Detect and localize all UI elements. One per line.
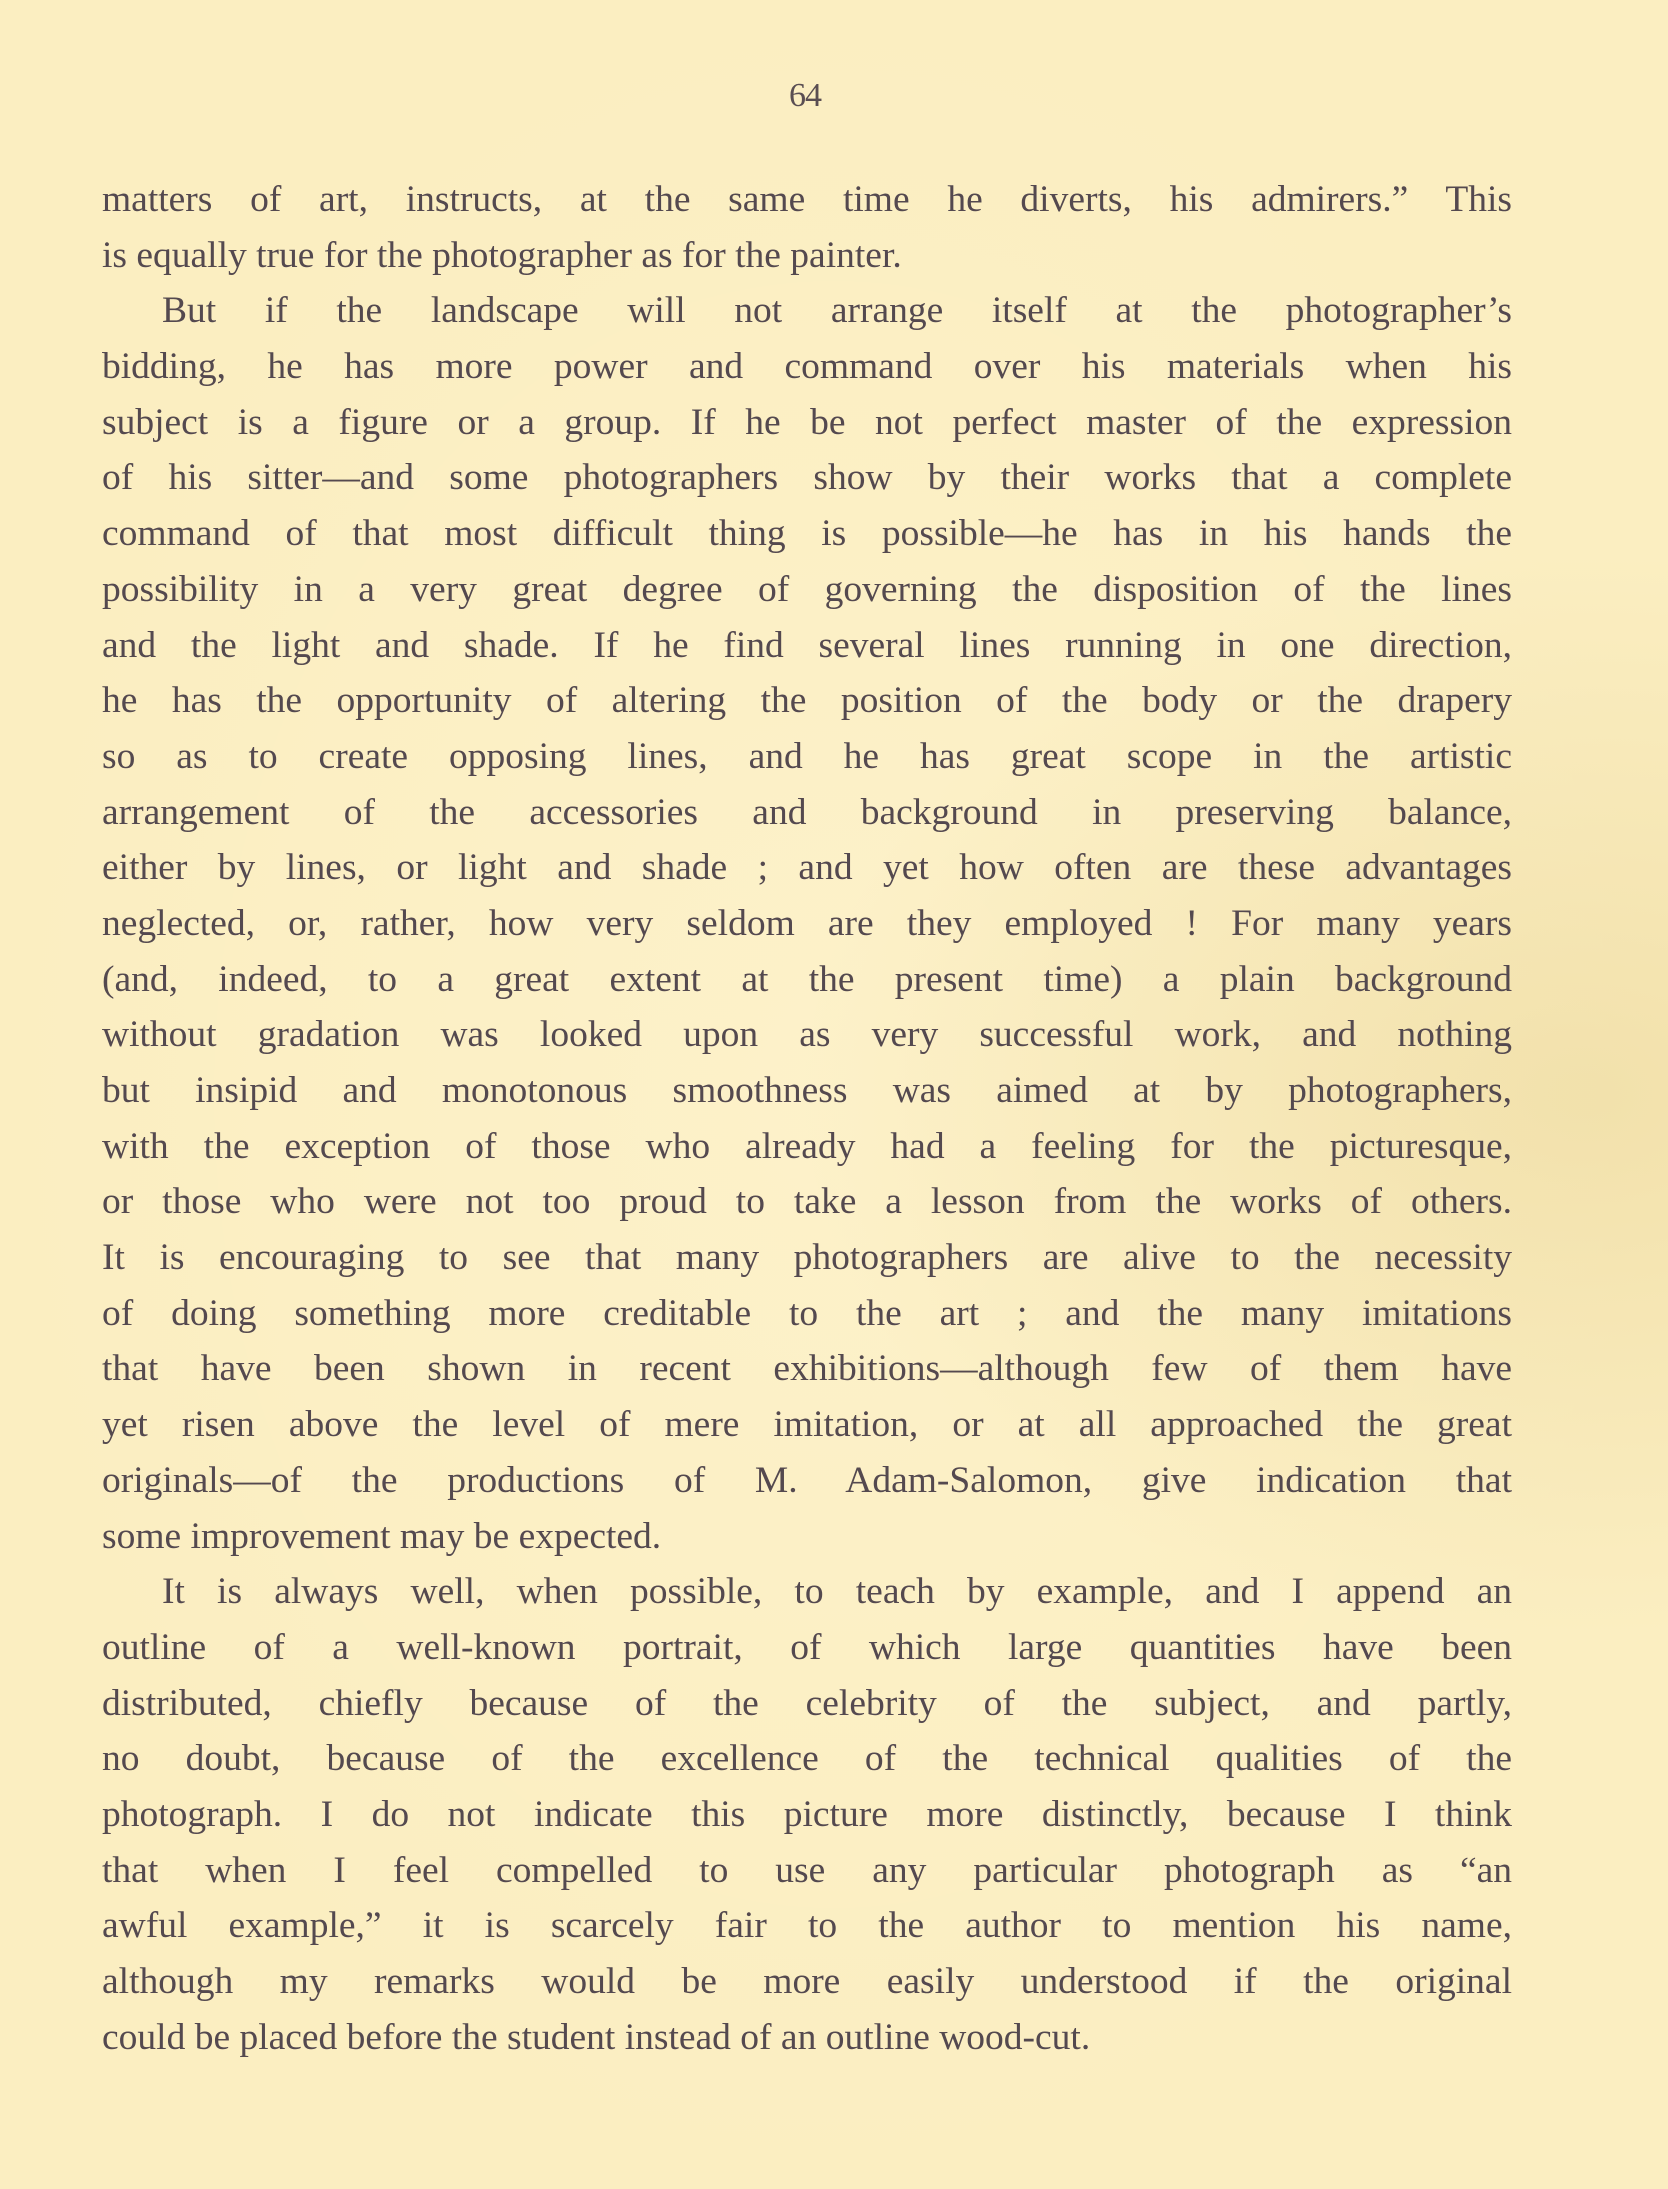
text-line: that when I feel compelled to use any particular photograph as “an	[102, 1849, 1512, 1891]
text-line: neglected, or, rather, how very seldom are they employed ! For many years	[102, 902, 1512, 944]
body-text	[102, 172, 1512, 2065]
text-line: subject is a figure or a group. If he be not perfect master of the expression	[102, 401, 1512, 443]
paragraph-1	[102, 172, 1512, 283]
text-line: although my remarks would be more easily understood if the original	[102, 1961, 1512, 2002]
text-line: (and, indeed, to a great extent at the present time) a plain background	[102, 958, 1512, 1000]
text-line: is equally true for the photographer as for the painter.	[102, 234, 902, 276]
text-line: matters of art, instructs, at the same time he diverts, his admirers.” This	[102, 179, 1512, 220]
text-line: could be placed before the student instead of an outline wood-cut.	[102, 2016, 1091, 2058]
text-line: either by lines, or light and shade ; and yet how often are these advantages	[102, 847, 1512, 889]
text-line: It is encouraging to see that many photographers are alive to the necessity	[102, 1237, 1512, 1279]
text-line: without gradation was looked upon as very successful work, and nothing	[102, 1014, 1512, 1056]
text-line: But if the landscape will not arrange itself at the photographer’s	[162, 290, 1512, 332]
text-line: with the exception of those who already had a feeling for the picturesque,	[102, 1125, 1512, 1167]
text-line: no doubt, because of the excellence of the technical qualities of the	[102, 1738, 1512, 1780]
text-line: but insipid and monotonous smoothness was aimed at by photographers,	[102, 1070, 1512, 1111]
text-line: of doing something more creditable to the art ; and the many imitations	[102, 1292, 1512, 1334]
text-line: or those who were not too proud to take a lesson from the works of others.	[102, 1181, 1512, 1223]
text-line: so as to create opposing lines, and he has great scope in the artistic	[102, 735, 1512, 777]
text-line: possibility in a very great degree of governing the disposition of the lines	[102, 568, 1512, 610]
text-line: It is always well, when possible, to teach by example, and I append an	[162, 1571, 1512, 1613]
page-number: 64	[789, 77, 821, 114]
text-line: arrangement of the accessories and background in preserving balance,	[102, 791, 1512, 833]
text-line: photograph. I do not indicate this picture more distinctly, because I think	[102, 1793, 1512, 1835]
text-line: he has the opportunity of altering the position of the body or the drapery	[102, 680, 1512, 722]
paragraph-2	[102, 283, 1512, 1564]
text-line: distributed, chiefly because of the celebrity of the subject, and partly,	[102, 1682, 1512, 1724]
paragraph-3	[102, 1564, 1512, 2065]
text-line: command of that most difficult thing is possible—he has in his hands the	[102, 513, 1512, 555]
text-line: that have been shown in recent exhibitions—although few of them have	[102, 1348, 1512, 1390]
text-line: of his sitter—and some photographers show by their works that a complete	[102, 457, 1512, 499]
text-line: some improvement may be expected.	[102, 1515, 662, 1557]
text-line: and the light and shade. If he find several lines running in one direction,	[102, 624, 1512, 666]
text-line: originals—of the productions of M. Adam-Salomon, give indication that	[102, 1459, 1512, 1501]
text-line: awful example,” it is scarcely fair to the author to mention his name,	[102, 1905, 1512, 1947]
text-line: outline of a well-known portrait, of which large quantities have been	[102, 1626, 1512, 1668]
text-line: bidding, he has more power and command over his materials when his	[102, 346, 1512, 388]
text-line: yet risen above the level of mere imitation, or at all approached the great	[102, 1404, 1512, 1446]
